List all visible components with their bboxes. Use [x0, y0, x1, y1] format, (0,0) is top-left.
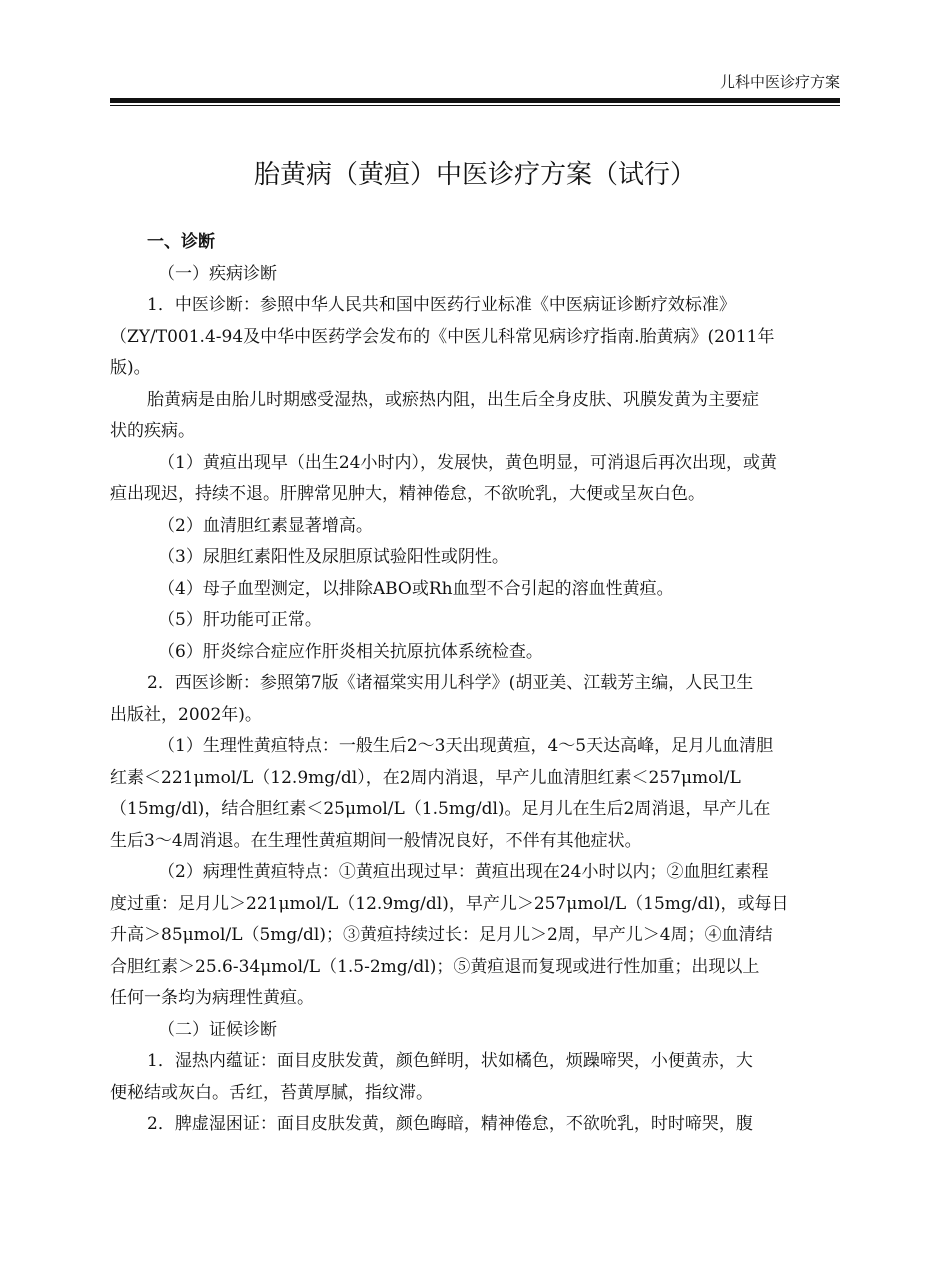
document-title: 胎黄病（黄疸）中医诊疗方案（试行）: [253, 160, 696, 191]
paragraph-line: 状的疾病。: [110, 421, 195, 441]
paragraph-line: 疸出现迟，持续不退。肝脾常见肿大，精神倦怠，不欲吮乳，大便或呈灰白色。: [110, 484, 705, 504]
subsection-heading: （一）疾病诊断: [158, 263, 277, 284]
paragraph-line: 2．西医诊断：参照第7版《诸福棠实用儿科学》(胡亚美、江载芳主编，人民卫生: [147, 673, 754, 693]
list-item: （5）肝功能可正常。: [158, 610, 322, 630]
paragraph-line: 红素＜221μmol/L（12.9mg/dl），在2周内消退，早产儿血清胆红素＜257μmol/L: [110, 767, 741, 788]
paragraph-line: （15mg/dl)，结合胆红素＜25μmol/L（1.5mg/dl)。足月儿在生后2周消退，早产儿在: [110, 799, 771, 819]
header-rule-thin: [110, 105, 840, 106]
list-item: （4）母子血型测定，以排除ABO或Rh血型不合引起的溶血性黄疸。: [158, 578, 674, 599]
paragraph-line: （2）病理性黄疸特点：①黄疸出现过早：黄疸出现在24小时以内；②血胆红素程: [158, 862, 769, 882]
paragraph-line: （1）生理性黄疸特点：一般生后2～3天出现黄疸，4～5天达高峰，足月儿血清胆: [158, 736, 774, 756]
paragraph-line: 生后3～4周消退。在生理性黄疸期间一般情况良好，不伴有其他症状。: [110, 830, 642, 851]
header-rule-thick: [110, 98, 840, 103]
paragraph-line: （1）黄疸出现早（出生24小时内），发展快，黄色明显，可消退后再次出现，或黄: [158, 452, 777, 473]
paragraph-line: 升高＞85μmol/L（5mg/dl)；③黄疸持续过长：足月儿＞2周，早产儿＞4周；④血清结: [110, 925, 773, 945]
paragraph-line: 度过重：足月儿＞221μmol/L（12.9mg/dl)，早产儿＞257μmol/L（15mg/dl)，或每日: [110, 893, 789, 914]
paragraph-line: 1．中医诊断：参照中华人民共和国中医药行业标准《中医病证诊断疗效标准》: [147, 295, 736, 315]
subsection-heading: （二）证候诊断: [158, 1019, 277, 1040]
paragraph-line: 便秘结或灰白。舌红，苔黄厚腻，指纹滞。: [110, 1082, 433, 1103]
paragraph-line: 1．湿热内蕴证：面目皮肤发黄，颜色鲜明，状如橘色，烦躁啼哭，小便黄赤，大: [147, 1051, 753, 1071]
paragraph-line: 胎黄病是由胎儿时期感受湿热，或瘀热内阻，出生后全身皮肤、巩膜发黄为主要症: [147, 389, 759, 410]
running-header: 儿科中医诊疗方案: [719, 73, 840, 91]
paragraph-line: 2．脾虚湿困证：面目皮肤发黄，颜色晦暗，精神倦怠，不欲吮乳，时时啼哭，腹: [147, 1114, 753, 1134]
paragraph-line: （ZY/T001.4-94及中华中医药学会发布的《中医儿科常见病诊疗指南.胎黄病》(2011年: [110, 326, 775, 347]
list-item: （6）肝炎综合症应作肝炎相关抗原抗体系统检查。: [158, 641, 543, 662]
list-item: （2）血清胆红素显著增高。: [158, 515, 373, 536]
list-item: （3）尿胆红素阳性及尿胆原试验阳性或阴性。: [158, 547, 509, 567]
document-body: [110, 227, 840, 1141]
paragraph-line: 版)。: [110, 358, 151, 378]
section-heading: 一、诊断: [147, 232, 215, 252]
paragraph-line: 出版社，2002年)。: [110, 704, 262, 725]
paragraph-line: 合胆红素＞25.6-34μmol/L（1.5-2mg/dl)；⑤黄疸退而复现或进行性加重；出现以上: [110, 956, 760, 977]
paragraph-line: 任何一条均为病理性黄疸。: [110, 988, 314, 1008]
